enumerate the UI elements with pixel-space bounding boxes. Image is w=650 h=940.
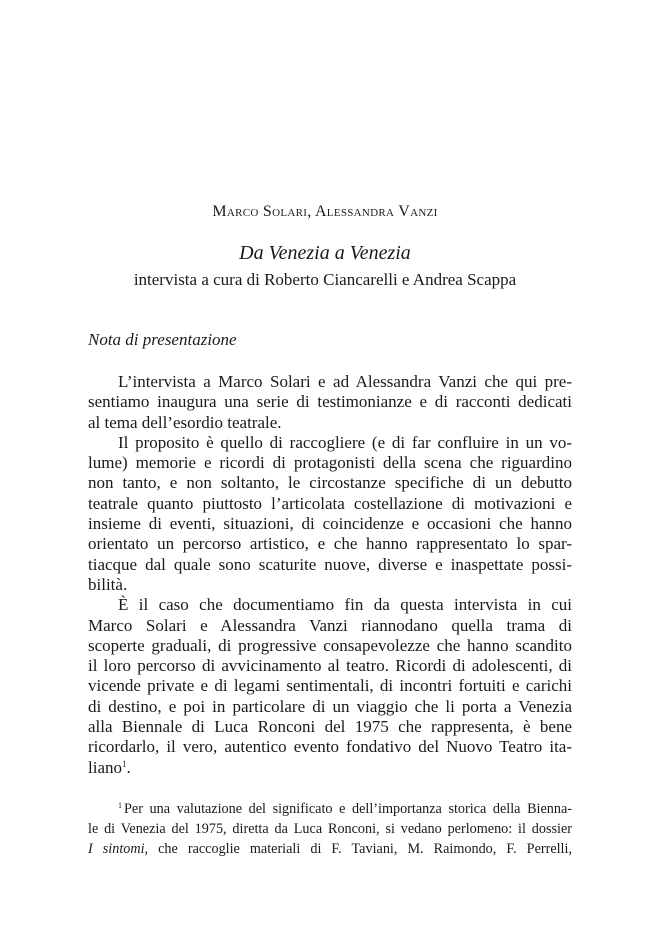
footnote-text: Per una valutazione del significato e dell’importanza storica della Bienna-	[124, 801, 572, 817]
cited-title: I sintomi	[88, 841, 145, 857]
body-line: lume) memorie e ricordi di protagonisti della scena che riguardino	[88, 453, 572, 473]
body-line-text: liano	[88, 757, 122, 777]
footnote-line	[88, 799, 572, 819]
footnotes	[88, 799, 572, 859]
body-line: orientato un percorso artistico, e che hanno rappresentato lo spar-	[88, 534, 572, 554]
body-line: bilità.	[88, 574, 128, 594]
body-line: È il caso che documentiamo fin da questa intervista in cui	[118, 595, 572, 615]
period: .	[126, 757, 131, 777]
body-line: il loro percorso di avvicinamento al teatro. Ricordi di adolescenti, di	[88, 656, 572, 676]
body-line: Marco Solari e Alessandra Vanzi riannodano quella trama di	[88, 615, 572, 635]
body-line: Il proposito è quello di raccogliere (e di far confluire in un vo-	[118, 432, 572, 452]
footnote-marker: 1	[118, 801, 122, 810]
body-line: ricordarlo, il vero, autentico evento fondativo del Nuovo Teatro ita-	[88, 737, 572, 757]
body-line: al tema dell’esordio teatrale.	[88, 412, 282, 432]
article-title: Da Venezia a Venezia	[239, 242, 411, 264]
section-heading: Nota di presentazione	[88, 330, 237, 349]
footnote-line: le di Venezia del 1975, diretta da Luca Ronconi, si vedano perlomeno: il dossier	[88, 821, 572, 837]
body-line: vicende private e di legami sentimentali, di incontri fortuiti e carichi	[88, 676, 572, 696]
body-line: scoperte graduali, di progressive consapevolezze che hanno scandito	[88, 635, 572, 655]
body-line-final	[88, 758, 572, 778]
article-subtitle: intervista a cura di Roberto Ciancarelli e Andrea Scappa	[133, 270, 517, 289]
body-line: insieme di eventi, situazioni, di coincidenze e occasioni che hanno	[88, 514, 572, 534]
body-line: tiacque dal quale sono scaturite nuove, diverse e inaspettate possi-	[88, 554, 572, 574]
body-line: alla Biennale di Luca Ronconi del 1975 che rappresenta, è bene	[88, 717, 572, 737]
footnote-line	[88, 839, 572, 859]
article-authors: Marco Solari, Alessandra Vanzi	[212, 203, 438, 220]
body-line: non tanto, e non soltanto, le circostanze specifiche di un debutto	[88, 473, 572, 493]
body-line: sentiamo inaugura una serie di testimonianze e di racconti dedicati	[88, 392, 572, 412]
body-text	[88, 372, 572, 778]
footnote-reference[interactable]: 1	[122, 758, 127, 769]
footnote-text: , che raccoglie materiali di F. Taviani, M. Raimondo, F. Perrelli,	[144, 841, 572, 857]
body-line: L’intervista a Marco Solari e ad Alessandra Vanzi che qui pre-	[118, 372, 572, 391]
body-line: di destino, e poi in particolare di un viaggio che li porta a Venezia	[88, 696, 572, 716]
body-line: teatrale quanto piuttosto l’articolata costellazione di motivazioni e	[88, 493, 572, 513]
